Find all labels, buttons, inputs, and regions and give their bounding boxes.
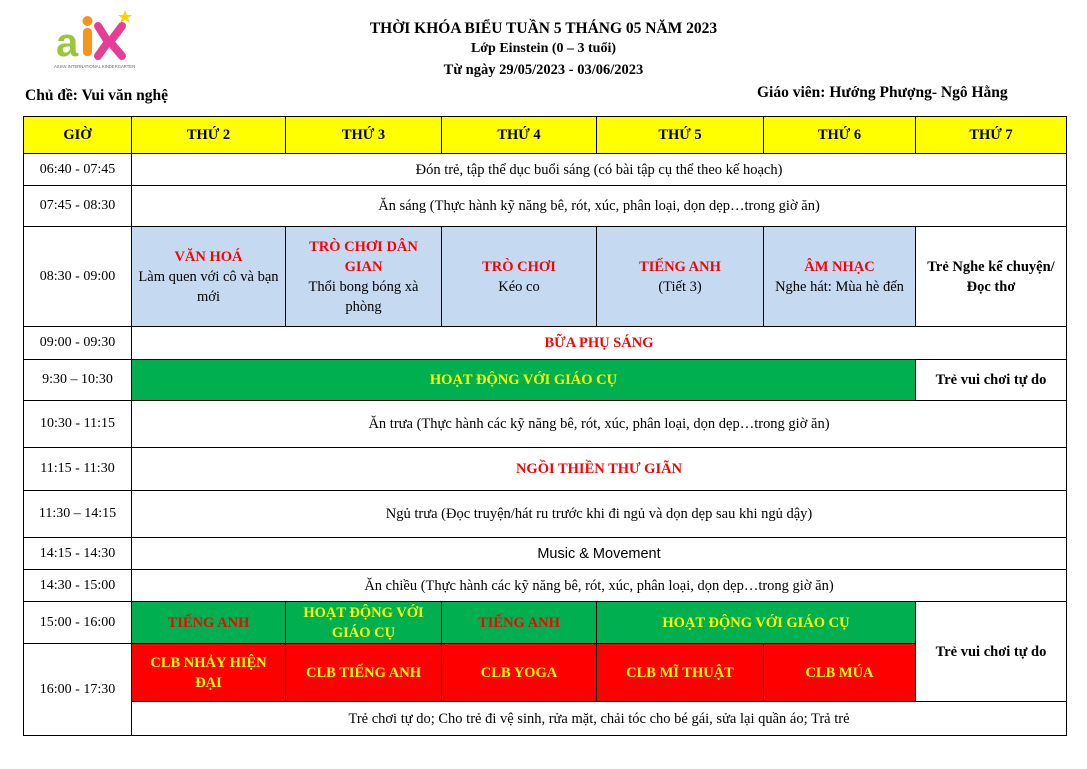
time-cell: 14:15 - 14:30 — [24, 538, 132, 570]
table-row — [24, 644, 1067, 702]
time-cell: 11:15 - 11:30 — [24, 448, 132, 491]
activity-wed: TIẾNG ANH — [442, 602, 597, 644]
activity-cell: Music & Movement — [132, 538, 1067, 570]
time-cell: 08:30 - 09:00 — [24, 227, 132, 327]
class-line: Lớp Einstein (0 – 3 tuổi) — [470, 41, 617, 56]
time-cell: 06:40 - 07:45 — [24, 154, 132, 186]
date-range: Từ ngày 29/05/2023 - 03/06/2023 — [443, 62, 644, 78]
table-row — [24, 538, 1067, 570]
header-row — [24, 117, 1067, 154]
activity-cell: Ăn trưa (Thực hành các kỹ năng bê, rót, xúc, phân loại, dọn dẹp…trong giờ ăn) — [132, 401, 1067, 448]
activity-sub: Làm quen với cô và bạn mới — [138, 268, 279, 305]
club-mon: CLB NHẢY HIỆN ĐẠI — [132, 644, 286, 702]
club-wed: CLB YOGA — [442, 644, 597, 702]
col-wed: THỨ 4 — [442, 117, 597, 154]
svg-text:a: a — [56, 21, 79, 65]
table-row — [24, 702, 1067, 736]
activity-thu-fri: HOẠT ĐỘNG VỚI GIÁO CỤ — [597, 602, 916, 644]
activity-title: TIẾNG ANH — [639, 258, 721, 275]
table-row — [24, 491, 1067, 538]
table-row — [24, 154, 1067, 186]
activity-cell: HOẠT ĐỘNG VỚI GIÁO CỤ — [132, 360, 916, 401]
club-thu: CLB MĨ THUẬT — [597, 644, 764, 702]
activity-sub: (Tiết 3) — [658, 278, 702, 295]
activity-cell: BỮA PHỤ SÁNG — [132, 327, 1067, 360]
col-sat: THỨ 7 — [916, 117, 1067, 154]
time-cell: 09:00 - 09:30 — [24, 327, 132, 360]
activity-title: TRÒ CHƠI DÂN GIAN — [309, 238, 418, 275]
activity-cell: Ăn sáng (Thực hành kỹ năng bê, rót, xúc, phân loại, dọn dẹp…trong giờ ăn) — [132, 186, 1067, 227]
activity-cell: Ngủ trưa (Đọc truyện/hát ru trước khi đi ngủ và dọn dẹp sau khi ngủ dậy) — [132, 491, 1067, 538]
activity-cell: Trẻ chơi tự do; Cho trẻ đi vệ sinh, rửa mặt, chải tóc cho bé gái, sửa lại quần áo; Trả trẻ — [132, 702, 1067, 736]
activity-cell: Đón trẻ, tập thể dục buổi sáng (có bài tập cụ thể theo kế hoạch) — [132, 154, 1067, 186]
activity-sat: Trẻ vui chơi tự do — [916, 602, 1067, 702]
activity-title: TRÒ CHƠI — [482, 258, 556, 275]
table-row — [24, 602, 1067, 644]
activity-title: ÂM NHẠC — [804, 258, 875, 275]
col-thu: THỨ 5 — [597, 117, 764, 154]
topic: Chủ đề: Vui văn nghệ — [25, 87, 169, 104]
time-cell: 10:30 - 11:15 — [24, 401, 132, 448]
activity-cell: NGỒI THIỀN THƯ GIÃN — [132, 448, 1067, 491]
activity-thu — [597, 227, 764, 327]
club-fri: CLB MÚA — [764, 644, 916, 702]
timetable — [23, 116, 1067, 736]
table-row — [24, 448, 1067, 491]
activity-mon: TIẾNG ANH — [132, 602, 286, 644]
time-cell: 9:30 – 10:30 — [24, 360, 132, 401]
table-row — [24, 327, 1067, 360]
table-row — [24, 186, 1067, 227]
time-cell: 14:30 - 15:00 — [24, 570, 132, 602]
table-row — [24, 401, 1067, 448]
table-row — [24, 570, 1067, 602]
activity-cell: Ăn chiều (Thực hành các kỹ năng bê, rót, xúc, phân loại, dọn dẹp…trong giờ ăn) — [132, 570, 1067, 602]
time-cell: 16:00 - 17:30 — [24, 644, 132, 736]
activity-sub: Kéo co — [498, 278, 540, 295]
activity-tue: HOẠT ĐỘNG VỚI GIÁO CỤ — [286, 602, 442, 644]
activity-title: VĂN HOÁ — [174, 248, 243, 265]
activity-sub: Thổi bong bóng xà phòng — [308, 278, 419, 315]
activity-fri — [764, 227, 916, 327]
table-row — [24, 227, 1067, 327]
time-cell: 07:45 - 08:30 — [24, 186, 132, 227]
col-time: GIỜ — [24, 117, 132, 154]
logo-caption: ASIAN INTERNATIONAL KINDERGARTEN — [54, 64, 136, 69]
activity-tue — [286, 227, 442, 327]
activity-sat: Trẻ vui chơi tự do — [916, 360, 1067, 401]
club-tue: CLB TIẾNG ANH — [286, 644, 442, 702]
activity-sub: Nghe hát: Mùa hè đến — [775, 278, 904, 295]
table-row — [24, 360, 1067, 401]
activity-mon — [132, 227, 286, 327]
activity-wed — [442, 227, 597, 327]
teacher: Giáo viên: Hướng Phượng- Ngô Hằng — [757, 84, 1008, 101]
schedule-title: THỜI KHÓA BIỂU TUẦN 5 THÁNG 05 NĂM 2023 — [369, 20, 718, 37]
time-cell: 15:00 - 16:00 — [24, 602, 132, 644]
activity-sat: Trẻ Nghe kể chuyện/Đọc thơ — [916, 227, 1067, 327]
col-mon: THỨ 2 — [132, 117, 286, 154]
col-tue: THỨ 3 — [286, 117, 442, 154]
time-cell: 11:30 – 14:15 — [24, 491, 132, 538]
col-fri: THỨ 6 — [764, 117, 916, 154]
